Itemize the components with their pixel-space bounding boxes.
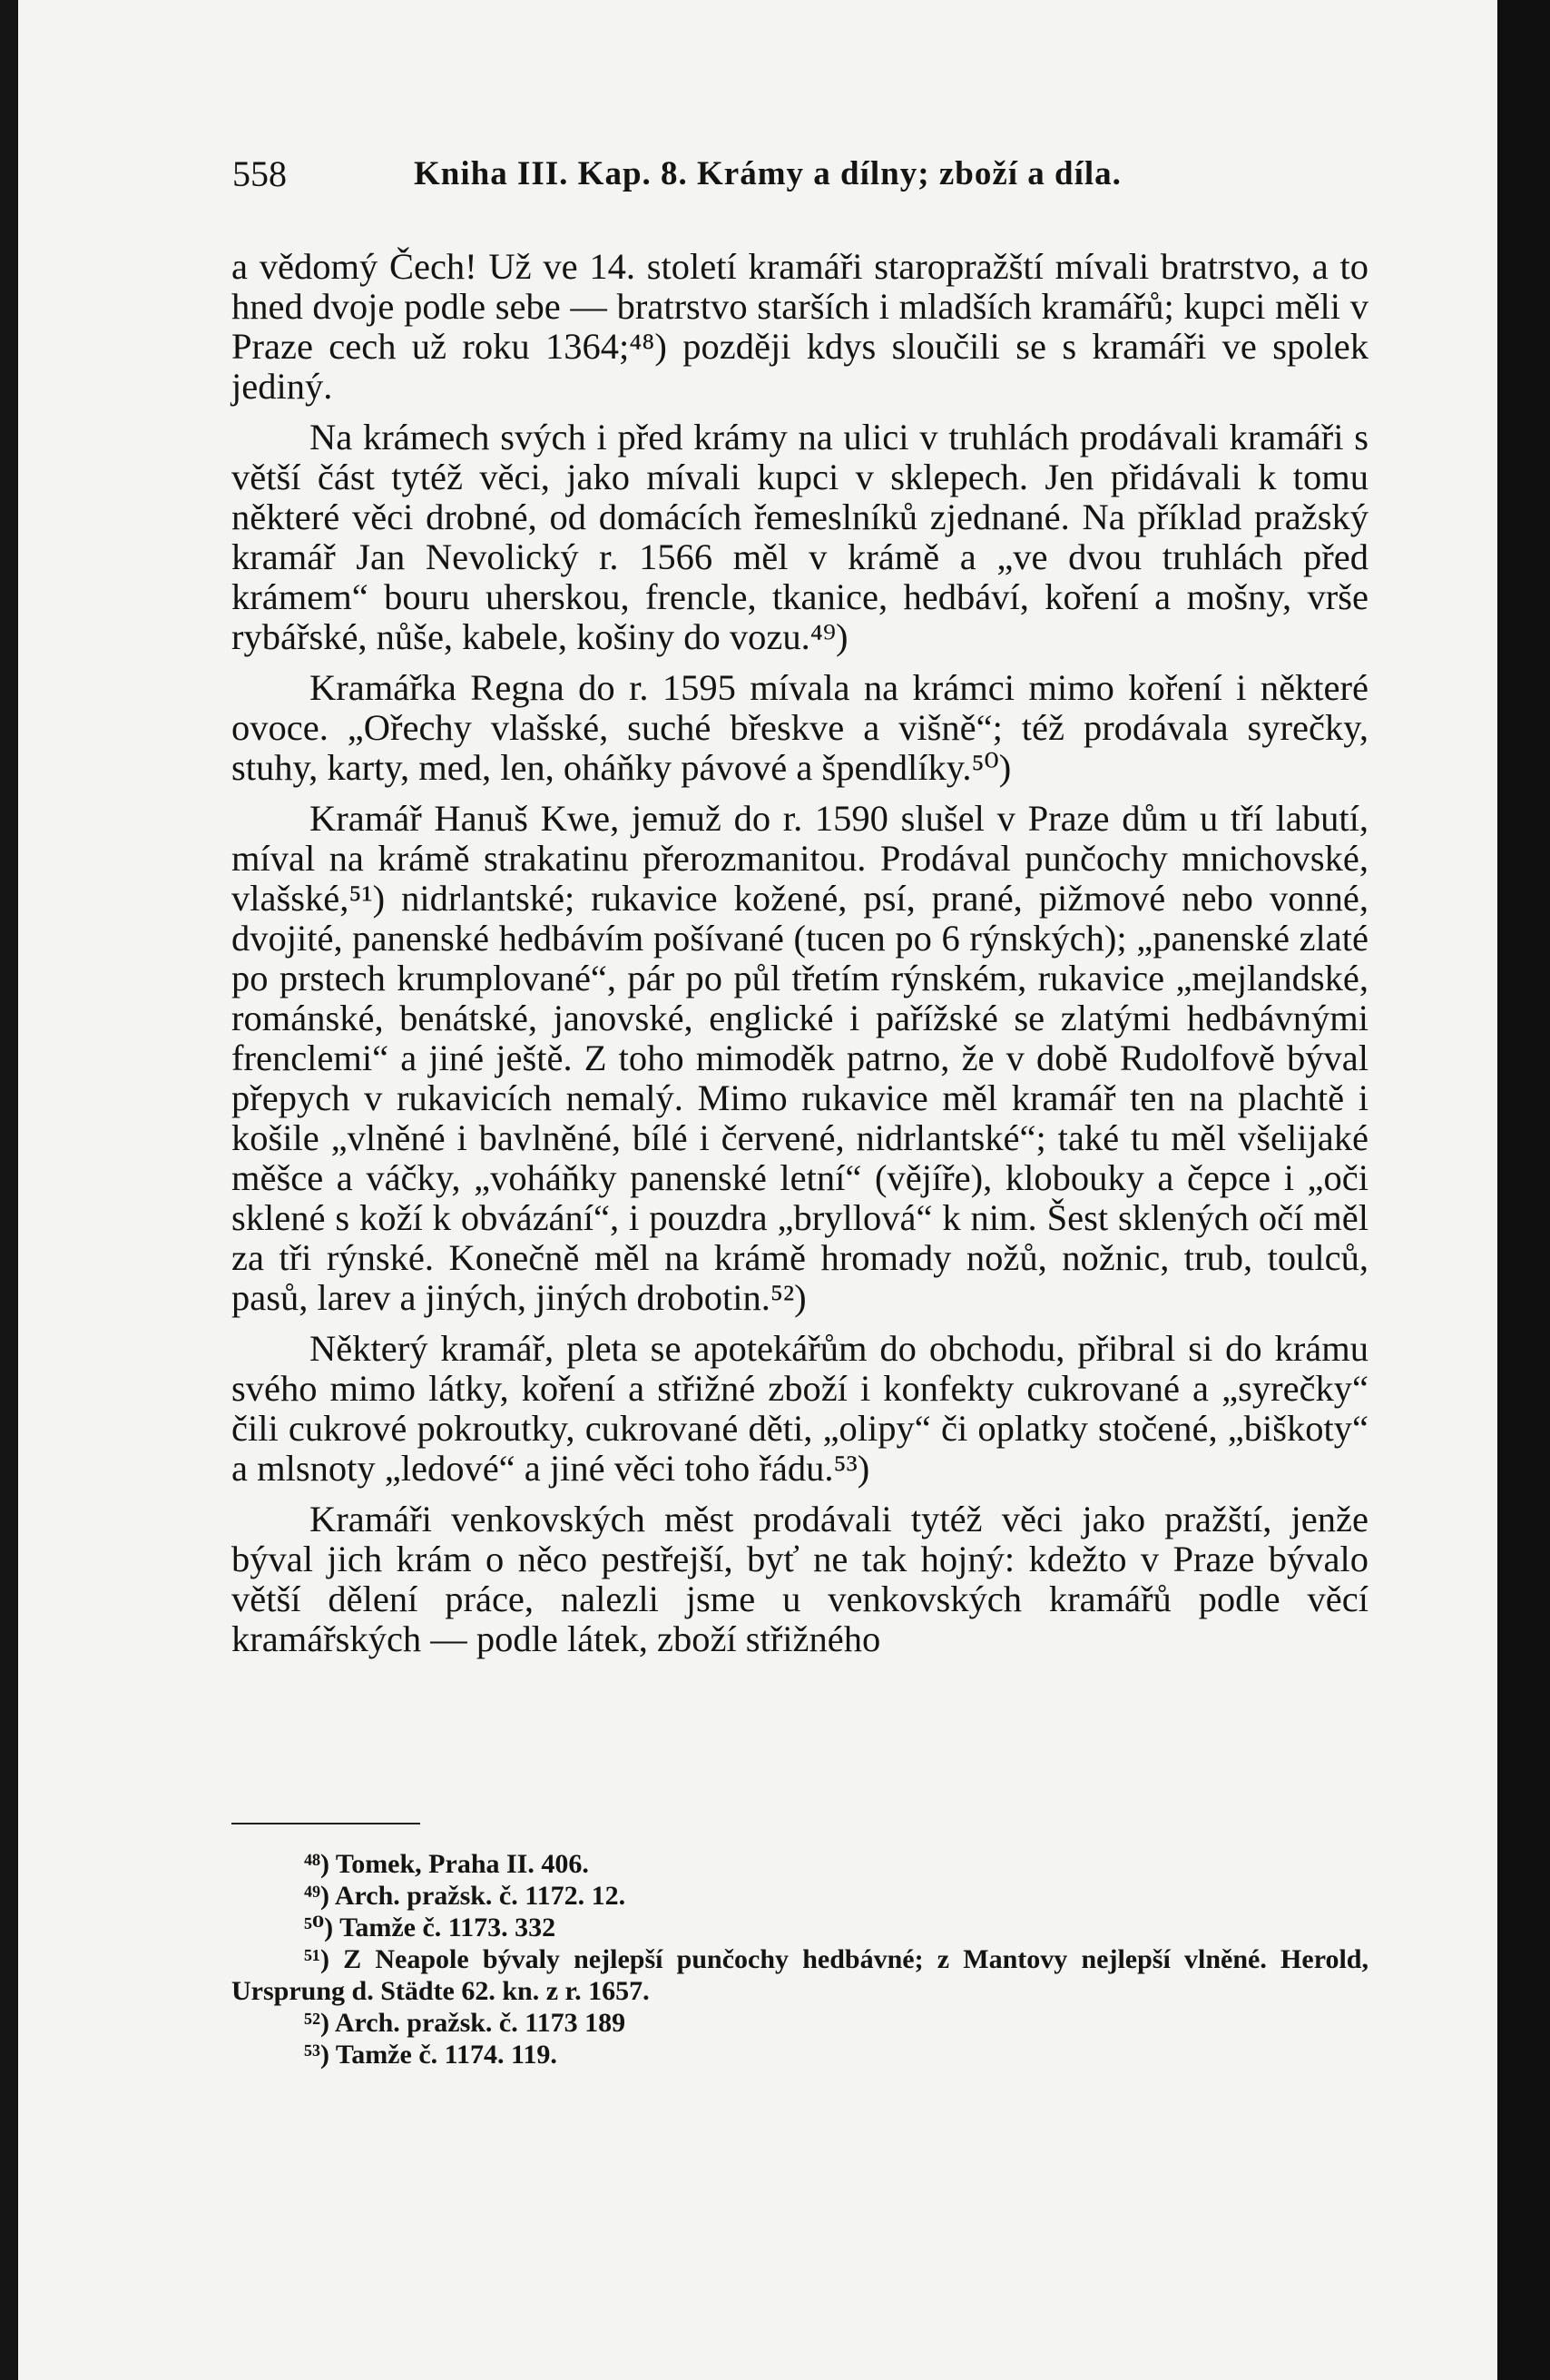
body-text <box>231 247 1369 1659</box>
paragraph: a vědomý Čech! Už ve 14. století kramáři staropražští mívali bratrstvo, a to hned dvoje podle sebe — bratrstvo starších i mladších kramářů; kupci měli v Praze cech už roku 1364;⁴⁸) později kdys sloučili se s kramáři ve spolek jediný. <box>231 246 1369 407</box>
scan-left-edge <box>0 0 18 2380</box>
running-head: Kniha III. Kap. 8. Krámy a dílny; zboží a díla. <box>414 155 1122 192</box>
page-number: 558 <box>232 153 287 194</box>
paragraph: Kramář Hanuš Kwe, jemuž do r. 1590 slušel v Praze dům u tří labutí, míval na krámě strakatinu přerozmanitou. Prodával punčochy mnichovské, vlašské,⁵¹) nidrlantské; rukavice kožené, psí, prané, pižmové nebo vonné, dvojité, panenské hedbávím pošívané (tucen po 6 rýnských); „panenské zlaté po prstech krumplované“, pár po půl třetím rýnském, rukavice „mejlandské, románské, benátské, janovské, englické i pařížské se zlatými hedbávnými frenclemi“ a jiné ještě. Z toho mimoděk patrno, že v době Rudolfově býval přepych v rukavicích nemalý. Mimo rukavice měl kramář ten na plachtě i košile „vlněné i bavlněné, bílé i červené, nidrlantské“; také tu měl všelijaké měšce a váčky, „voháňky panenské letní“ (vějíře), klobouky a čepce i „oči sklené s koží k obvázání“, i pouzdra „bryllová“ k nim. Šest sklených očí měl za tři rýnské. Konečně měl na krámě hromady nožů, nožnic, trub, toulců, pasů, larev a jiných, jiných drobotin.⁵²) <box>231 798 1369 1318</box>
paragraph: Některý kramář, pleta se apotekářům do obchodu, přibral si do krámu svého mimo látky, koření a střižné zboží i konfekty cukrované a „syrečky“ čili cukrové pokroutky, cukrované děti, „olipy“ či oplatky stočené, „biškoty“ a mlsnoty „ledové“ a jiné věci toho řádu.⁵³) <box>231 1328 1369 1489</box>
footnote: ⁴⁸) Tomek, Praha II. 406. <box>304 1849 589 1879</box>
footnote: ⁵⁰) Tamže č. 1173. 332 <box>304 1913 556 1942</box>
footnote: ⁵³) Tamže č. 1174. 119. <box>304 2040 557 2070</box>
page-header <box>214 152 1376 200</box>
paragraph: Kramáři venkovských měst prodávali tytéž věci jako pražští, jenže býval jich krám o něco pestřejší, byť ne tak hojný: kdežto v Praze bývalo větší dělení práce, nalezli jsme u venkovských kramářů podle věcí kramářských — podle látek, zboží střižného <box>231 1499 1369 1659</box>
scan-right-edge <box>1497 0 1550 2380</box>
footnote: ⁵¹) Z Neapole bývaly nejlepší punčochy hedbávné; z Mantovy nejlepší vlněné. Herold, Ursprung d. Städte 62. kn. z r. 1657. <box>231 1944 1369 2006</box>
footnote: ⁴⁹) Arch. pražsk. č. 1172. 12. <box>304 1881 626 1911</box>
footnote: ⁵²) Arch. pražsk. č. 1173 189 <box>304 2008 626 2038</box>
paragraph: Kramářka Regna do r. 1595 mívala na krámci mimo koření i některé ovoce. „Ořechy vlašské, suché břeskve a višně“; též prodávala syrečky, stuhy, karty, med, len, oháňky pávové a špendlíky.⁵⁰) <box>231 667 1369 788</box>
footnotes <box>231 1848 1369 2070</box>
paragraph: Na krámech svých i před krámy na ulici v truhlách prodávali kramáři s větší část tytéž věci, jako mívali kupci v sklepech. Jen přidávali k tomu některé věci drobné, od domácích řemeslníků zjednané. Na příklad pražský kramář Jan Nevolický r. 1566 měl v krámě a „ve dvou truhlách před krámem“ bouru uherskou, frencle, tkanice, hedbáví, koření a mošny, vrše rybářské, nůše, kabele, košiny do vozu.⁴⁹) <box>231 417 1369 657</box>
footnote-rule <box>231 1823 420 1824</box>
